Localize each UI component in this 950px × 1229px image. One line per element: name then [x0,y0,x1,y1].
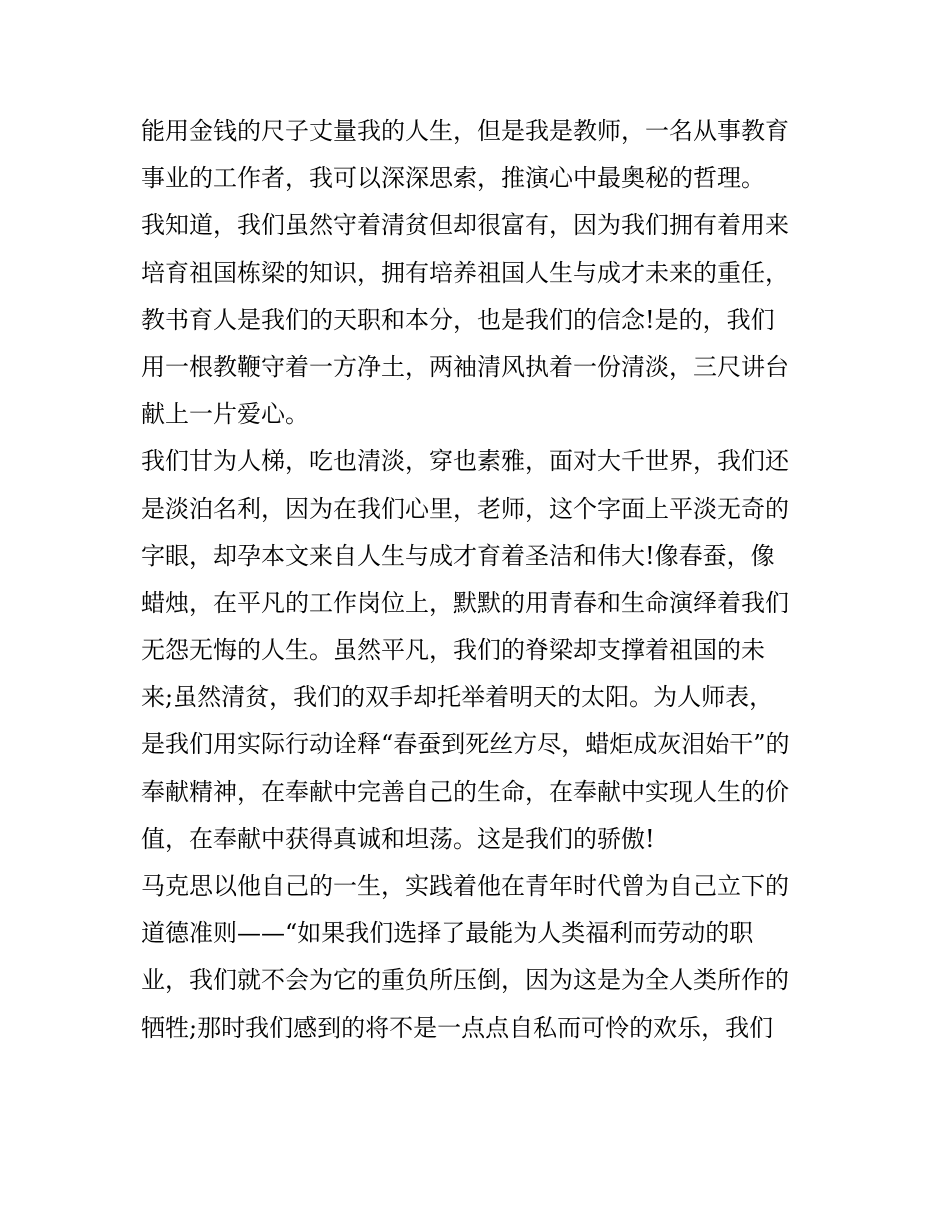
text-line: 值，在奉献中获得真诚和坦荡。这是我们的骄傲! [141,824,655,853]
body-text [141,108,821,1052]
text-line: 无怨无悔的人生。虽然平凡，我们的脊梁却支撑着祖国的未 [141,636,765,665]
text-line: 马克思以他自己的一生，实践着他在青年时代曾为自己立下的 [141,872,789,900]
text-line: 字眼，却孕本文来自人生与成才育着圣洁和伟大!像春蚕，像 [141,541,775,570]
text-line: 是淡泊名利，因为在我们心里，老师，这个字面上平淡无奇的 [141,494,789,523]
text-line: 能用金钱的尺子丈量我的人生，但是我是教师，一名从事教育 [141,117,789,145]
text-line: 我知道，我们虽然守着清贫但却很富有，因为我们拥有着用来 [141,211,789,240]
text-line: 培育祖国栋梁的知识，拥有培养祖国人生与成才未来的重任， [141,258,789,287]
text-line: 牺牲;那时我们感到的将不是一点点自私而可怜的欢乐，我们 [141,1013,774,1042]
text-line: 我们甘为人梯，吃也清淡，穿也素雅，面对大千世界，我们还 [141,447,789,476]
text-line: 来;虽然清贫，我们的双手却托举着明天的太阳。为人师表， [141,683,774,712]
text-line: 奉献精神，在奉献中完善自己的生命，在奉献中实现人生的价 [141,777,789,806]
text-line: 献上一片爱心。 [141,400,309,429]
text-line: 用一根教鞭守着一方净土，两袖清风执着一份清淡，三尺讲台 [141,352,789,381]
text-line: 道德准则——“如果我们选择了最能为人类福利而劳动的职 [141,919,754,948]
text-line: 业，我们就不会为它的重负所压倒，因为这是为全人类所作的 [141,966,789,995]
text-line: 教书育人是我们的天职和本分，也是我们的信念!是的，我们 [141,305,775,334]
text-line: 事业的工作者，我可以深深思索，推演心中最奥秘的哲理。 [141,164,765,193]
text-line: 是我们用实际行动诠释“春蚕到死丝方尽，蜡炬成灰泪始干”的 [141,730,790,759]
text-line: 蜡烛，在平凡的工作岗位上，默默的用青春和生命演绎着我们 [141,588,789,617]
